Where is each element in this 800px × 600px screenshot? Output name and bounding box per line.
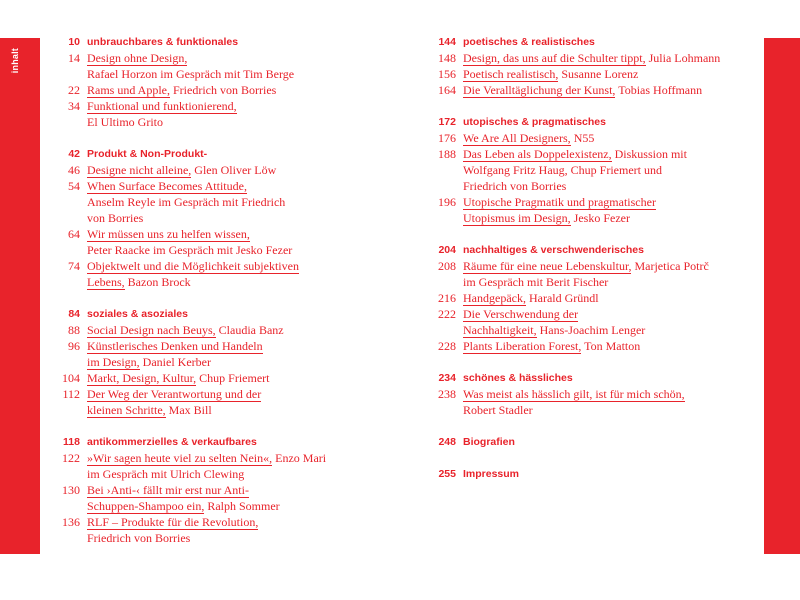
entry-author: im Gespräch mit Ulrich Clewing <box>87 467 245 481</box>
entry-text <box>463 130 756 146</box>
entry-line <box>463 338 756 354</box>
section-page-number: 234 <box>438 372 456 384</box>
entry-line <box>463 82 756 98</box>
entry-author: Robert Stadler <box>463 403 533 417</box>
entry-author: N55 <box>570 131 595 145</box>
entry-text <box>463 386 756 418</box>
entry-page-number: 88 <box>68 323 80 337</box>
entry-author: Glen Oliver Löw <box>191 163 277 177</box>
entry-line <box>87 370 370 386</box>
entry-author: Wolfgang Fritz Haug, Chup Friemert und <box>463 163 663 177</box>
toc-entry[interactable] <box>426 290 756 306</box>
entry-author: Susanne Lorenz <box>558 67 639 81</box>
toc-entry[interactable] <box>426 338 756 354</box>
entry-author: Max Bill <box>165 403 212 417</box>
section-title: antikommerzielles & verkaufbares <box>87 436 257 448</box>
entry-author: Friedrich von Borries <box>170 83 277 97</box>
toc-section <box>50 34 370 130</box>
toc-entry[interactable] <box>50 370 370 386</box>
entry-title-link[interactable]: Handgepäck, <box>463 291 526 305</box>
entry-line <box>87 450 370 466</box>
entry-page-number: 14 <box>68 51 80 65</box>
entry-text <box>87 50 370 82</box>
section-page-number: 84 <box>68 308 80 320</box>
entry-page-number: 208 <box>438 259 456 273</box>
entry-author: Ralph Sommer <box>204 499 280 513</box>
section-heading <box>426 34 756 50</box>
toc-entry[interactable] <box>50 482 370 514</box>
entry-text <box>87 386 370 418</box>
entry-line <box>87 226 370 242</box>
entry-author: Ton Matton <box>581 339 641 353</box>
section-page-number: 248 <box>438 436 456 448</box>
toc-section <box>426 242 756 354</box>
entry-line <box>87 498 370 514</box>
toc-column-left <box>50 34 370 562</box>
entry-line <box>463 50 756 66</box>
toc-entry[interactable] <box>426 130 756 146</box>
entry-author: Rafael Horzon im Gespräch mit Tim Berge <box>87 67 295 81</box>
entry-page-number: 238 <box>438 387 456 401</box>
entry-author: Daniel Kerber <box>139 355 211 369</box>
entry-text <box>463 66 756 82</box>
entry-page-number: 222 <box>438 307 456 321</box>
entry-author: Friedrich von Borries <box>463 179 567 193</box>
entry-text <box>87 82 370 98</box>
entry-author: Jesko Fezer <box>570 211 630 225</box>
entry-line <box>87 98 370 114</box>
entry-page-number: 74 <box>68 259 80 273</box>
entry-page-number: 54 <box>68 179 80 193</box>
section-page-number: 42 <box>68 148 80 160</box>
entry-page-number: 188 <box>438 147 456 161</box>
toc-entry[interactable] <box>50 162 370 178</box>
entry-line <box>463 402 756 418</box>
section-title: schönes & hässliches <box>463 372 573 384</box>
section-heading <box>50 434 370 450</box>
entry-title-link[interactable]: Wir müssen uns zu helfen wissen, <box>87 227 250 241</box>
entry-line <box>463 290 756 306</box>
entry-title-link[interactable]: Die Verschwendung der <box>463 307 579 321</box>
entry-page-number: 64 <box>68 227 80 241</box>
entry-line <box>87 194 370 210</box>
toc-entry[interactable] <box>50 322 370 338</box>
entry-page-number: 122 <box>62 451 80 465</box>
entry-text <box>463 146 756 194</box>
toc-entry[interactable] <box>50 82 370 98</box>
toc-entry[interactable] <box>50 50 370 82</box>
entry-line <box>463 274 756 290</box>
section-heading <box>426 114 756 130</box>
entry-title-link[interactable]: Die Veralltäglichung der Kunst, <box>463 83 616 97</box>
entry-text <box>463 194 756 226</box>
entry-page-number: 136 <box>62 515 80 529</box>
entry-line <box>463 386 756 402</box>
section-page-number: 172 <box>438 116 456 128</box>
toc-column-right <box>426 34 756 498</box>
right-margin-bar <box>764 38 800 554</box>
section-page-number: 10 <box>68 36 80 48</box>
entry-line <box>463 306 756 322</box>
entry-text <box>87 514 370 546</box>
entry-title-link[interactable]: Rams und Apple, <box>87 83 170 97</box>
entry-page-number: 216 <box>438 291 456 305</box>
entry-title-link[interactable]: Funktional und funktionierend, <box>87 99 237 113</box>
entry-page-number: 34 <box>68 99 80 113</box>
entry-title-link[interactable]: Design, das uns auf die Schulter tippt, <box>463 51 646 65</box>
entry-author: Marjetica Potrč <box>631 259 709 273</box>
entry-text <box>463 338 756 354</box>
entry-line <box>87 242 370 258</box>
entry-author: von Borries <box>87 211 144 225</box>
toc-entry[interactable] <box>426 82 756 98</box>
entry-title-link[interactable]: im Design, <box>87 355 140 369</box>
toc-section <box>50 434 370 546</box>
entry-line <box>87 402 370 418</box>
entry-title-link[interactable]: Was meist als hässlich gilt, ist für mich schön, <box>463 387 685 401</box>
left-margin-bar <box>0 38 40 554</box>
entry-title-link[interactable]: Design ohne Design, <box>87 51 188 65</box>
entry-author: El Ultimo Grito <box>87 115 163 129</box>
entry-author: Chup Friemert <box>196 371 270 385</box>
entry-text <box>87 450 370 482</box>
entry-title-link[interactable]: Das Leben als Doppelexistenz, <box>463 147 612 161</box>
toc-entry[interactable] <box>426 66 756 82</box>
entry-title-link[interactable]: RLF – Produkte für die Revolution, <box>87 515 259 529</box>
entry-title-link[interactable]: Markt, Design, Kultur, <box>87 371 197 385</box>
entry-text <box>87 98 370 130</box>
toc-entry[interactable] <box>50 178 370 226</box>
section-heading <box>426 434 756 450</box>
section-heading <box>426 466 756 482</box>
entry-author: Hans-Joachim Lenger <box>536 323 646 337</box>
entry-title-link[interactable]: We Are All Designers, <box>463 131 571 145</box>
entry-title-link[interactable]: Objektwelt und die Möglichkeit subjektiven <box>87 259 299 273</box>
section-heading <box>50 34 370 50</box>
section-page-number: 118 <box>63 436 80 448</box>
section-title: Impressum <box>463 468 520 480</box>
entry-page-number: 46 <box>68 163 80 177</box>
toc-section <box>426 370 756 418</box>
entry-line <box>87 258 370 274</box>
toc-section <box>50 146 370 290</box>
entry-line <box>87 66 370 82</box>
entry-text <box>87 482 370 514</box>
section-title: soziales & asoziales <box>87 308 188 320</box>
toc-section <box>50 306 370 418</box>
section-title: unbrauchbares & funktionales <box>87 36 239 48</box>
entry-author: Claudia Banz <box>215 323 284 337</box>
toc-entry[interactable] <box>50 226 370 258</box>
entry-line <box>463 130 756 146</box>
entry-page-number: 164 <box>438 83 456 97</box>
entry-line <box>87 50 370 66</box>
entry-author: im Gespräch mit Berit Fischer <box>463 275 609 289</box>
entry-text <box>87 370 370 386</box>
toc-entry[interactable] <box>50 514 370 546</box>
entry-author: Diskussion mit <box>611 147 687 161</box>
entry-line <box>87 210 370 226</box>
entry-text <box>463 290 756 306</box>
entry-line <box>87 482 370 498</box>
section-page-number: 204 <box>438 244 456 256</box>
entry-line <box>463 210 756 226</box>
entry-text <box>87 322 370 338</box>
entry-line <box>87 354 370 370</box>
entry-author: Peter Raacke im Gespräch mit Jesko Fezer <box>87 243 293 257</box>
entry-line <box>463 162 756 178</box>
toc-section <box>426 434 756 450</box>
entry-page-number: 104 <box>62 371 80 385</box>
entry-title-link[interactable]: Designe nicht alleine, <box>87 163 192 177</box>
entry-line <box>87 530 370 546</box>
entry-author: Harald Gründl <box>525 291 599 305</box>
entry-title-link[interactable]: Bei ›Anti-‹ fällt mir erst nur Anti- <box>87 483 249 497</box>
entry-page-number: 148 <box>438 51 456 65</box>
entry-line <box>87 114 370 130</box>
toc-entry[interactable] <box>50 338 370 370</box>
toc-entry[interactable] <box>50 386 370 418</box>
entry-line <box>463 322 756 338</box>
toc-section <box>426 114 756 226</box>
entry-line <box>463 146 756 162</box>
entry-author: Bazon Brock <box>124 275 191 289</box>
entry-title-link[interactable]: Schuppen-Shampoo ein, <box>87 499 205 513</box>
entry-title-link[interactable]: Poetisch realistisch, <box>463 67 559 81</box>
entry-page-number: 22 <box>68 83 80 97</box>
section-heading <box>50 306 370 322</box>
entry-line <box>87 82 370 98</box>
entry-author: Anselm Reyle im Gespräch mit Friedrich <box>87 195 286 209</box>
toc-section <box>426 466 756 482</box>
entry-title-link[interactable]: Social Design nach Beuys, <box>87 323 216 337</box>
section-title: poetisches & realistisches <box>463 36 595 48</box>
entry-text <box>463 50 756 66</box>
toc-entry[interactable] <box>426 50 756 66</box>
entry-page-number: 196 <box>438 195 456 209</box>
entry-text <box>87 162 370 178</box>
entry-title-link[interactable]: Künstlerisches Denken und Handeln <box>87 339 263 353</box>
entry-title-link[interactable]: Der Weg der Verantwortung und der <box>87 387 262 401</box>
entry-page-number: 130 <box>62 483 80 497</box>
entry-page-number: 176 <box>438 131 456 145</box>
section-title: Biografien <box>463 436 515 448</box>
entry-line <box>87 338 370 354</box>
entry-text <box>87 258 370 290</box>
toc-entry[interactable] <box>426 194 756 226</box>
entry-line <box>87 178 370 194</box>
section-heading <box>426 242 756 258</box>
entry-text <box>463 306 756 338</box>
section-title: Produkt & Non-Produkt- <box>87 148 208 160</box>
entry-line <box>463 194 756 210</box>
entry-title-link[interactable]: Lebens, <box>87 275 125 289</box>
toc-entry[interactable] <box>50 258 370 290</box>
entry-line <box>463 258 756 274</box>
section-title: utopisches & pragmatisches <box>463 116 606 128</box>
entry-title-link[interactable]: Utopismus im Design, <box>463 211 571 225</box>
entry-title-link[interactable]: Nachhaltigkeit, <box>463 323 537 337</box>
entry-line <box>87 514 370 530</box>
entry-author: Tobias Hoffmann <box>615 83 703 97</box>
entry-title-link[interactable]: »Wir sagen heute viel zu selten Nein«, <box>87 451 273 465</box>
entry-page-number: 112 <box>62 387 80 401</box>
entry-text <box>87 338 370 370</box>
entry-title-link[interactable]: Utopische Pragmatik und pragmatischer <box>463 195 656 209</box>
entry-title-link[interactable]: When Surface Becomes Attitude, <box>87 179 247 193</box>
entry-line <box>87 322 370 338</box>
entry-line <box>463 178 756 194</box>
toc-entry[interactable] <box>426 146 756 194</box>
entry-line <box>87 386 370 402</box>
entry-text <box>87 178 370 226</box>
section-page-number: 144 <box>438 36 456 48</box>
entry-page-number: 96 <box>68 339 80 353</box>
entry-line <box>87 466 370 482</box>
entry-page-number: 228 <box>438 339 456 353</box>
side-label: inhalt <box>10 48 20 74</box>
section-page-number: 255 <box>438 468 456 480</box>
entry-line <box>87 162 370 178</box>
section-heading <box>50 146 370 162</box>
entry-author: Julia Lohmann <box>645 51 721 65</box>
entry-line <box>463 66 756 82</box>
toc-entry[interactable] <box>426 306 756 338</box>
entry-title-link[interactable]: Räume für eine neue Lebenskultur, <box>463 259 632 273</box>
entry-title-link[interactable]: kleinen Schritte, <box>87 403 166 417</box>
entry-author: Enzo Mari <box>272 451 327 465</box>
toc-entry[interactable] <box>426 386 756 418</box>
entry-text <box>87 226 370 258</box>
toc-entry[interactable] <box>50 450 370 482</box>
entry-title-link[interactable]: Plants Liberation Forest, <box>463 339 582 353</box>
toc-section <box>426 34 756 98</box>
toc-entry[interactable] <box>50 98 370 130</box>
section-heading <box>426 370 756 386</box>
entry-text <box>463 258 756 290</box>
toc-entry[interactable] <box>426 258 756 290</box>
entry-line <box>87 274 370 290</box>
entry-author: Friedrich von Borries <box>87 531 191 545</box>
section-title: nachhaltiges & verschwenderisches <box>463 244 644 256</box>
entry-text <box>463 82 756 98</box>
entry-page-number: 156 <box>438 67 456 81</box>
